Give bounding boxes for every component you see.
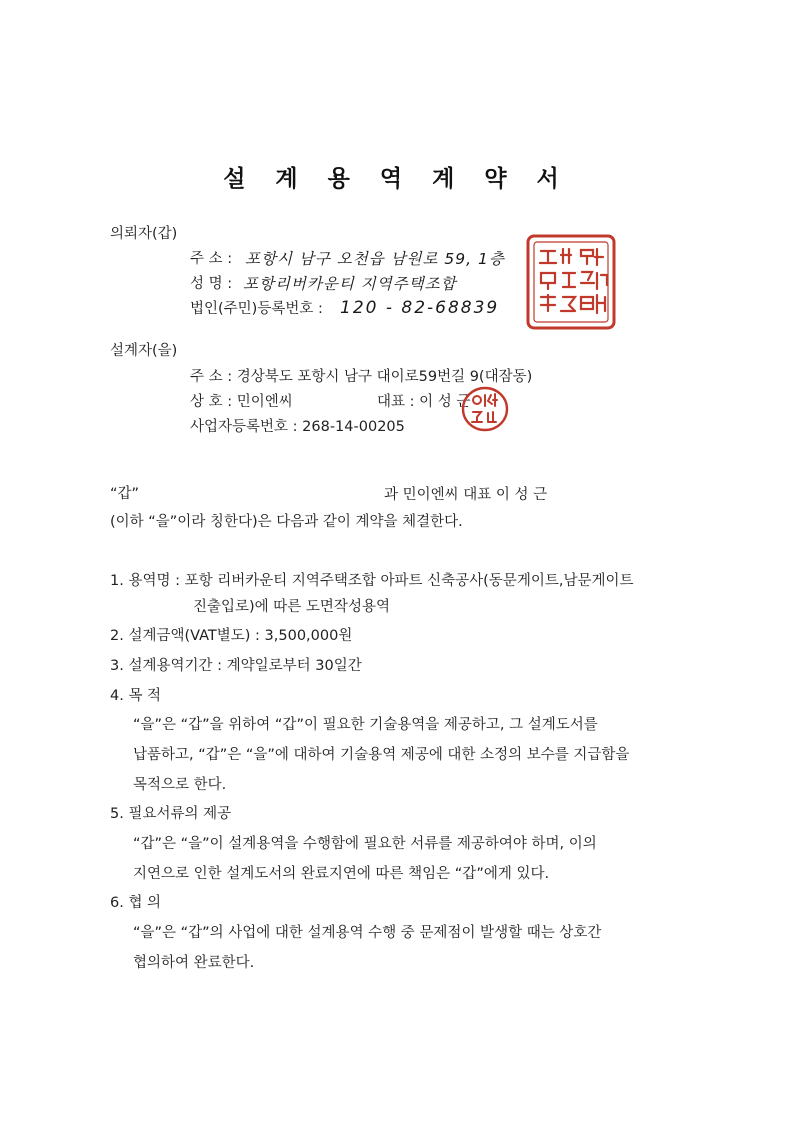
client-address-value: 포항시 남구 오천읍 남원로 59, 1층 (245, 250, 505, 268)
client-heading: 의뢰자(갑) (110, 226, 178, 242)
clause-4-line-1: “을”은 “갑”을 위하여 “갑”이 필요한 기술용역을 제공하고, 그 설계도서를 (133, 717, 598, 733)
designer-address: 주 소 : 경상북도 포항시 남구 대이로59번길 9(대잠동) (190, 369, 533, 385)
clause-6-line-2: 협의하여 완료한다. (133, 955, 255, 971)
designer-representative: 대표 : 이 성 근 (377, 394, 471, 410)
clause-4-title: 4. 목 적 (110, 688, 162, 704)
clause-5-line-2: 지연으로 인한 설계도서의 완료지연에 따른 책임은 “갑”에게 있다. (133, 866, 550, 882)
intro-party-a: “갑” (110, 486, 140, 502)
clause-6-line-1: “을”은 “갑”의 사업에 대한 설계용역 수행 중 문제점이 발생할 때는 상호간 (133, 925, 602, 941)
clause-5-title: 5. 필요서류의 제공 (110, 806, 232, 822)
designer-seal (455, 385, 519, 435)
client-name-value: 포항리버카운티 지역주택조합 (243, 275, 457, 293)
document-title: 설 계 용 역 계 약 서 (223, 166, 570, 192)
client-regno-label: 법인(주민)등록번호 : (190, 301, 323, 317)
clause-4-line-3: 목적으로 한다. (133, 777, 227, 793)
intro-party-b: 과 민이엔씨 대표 이 성 근 (384, 487, 548, 503)
designer-heading: 설계자(을) (110, 343, 178, 359)
client-seal (525, 233, 617, 331)
intro-second-line: (이하 “을”이라 칭한다)은 다음과 같이 계약을 체결한다. (110, 514, 463, 530)
clause-6-title: 6. 협 의 (110, 895, 162, 911)
designer-business-number: 사업자등록번호 : 268-14-00205 (190, 419, 405, 435)
clause-2: 2. 설계금액(VAT별도) : 3,500,000원 (110, 628, 353, 644)
client-regno-value: 120 - 82-68839 (340, 298, 500, 318)
client-address-label: 주 소 : (190, 251, 233, 267)
client-name-label: 성 명 : (190, 276, 233, 292)
clause-1-line-1: 1. 용역명 : 포항 리버카운티 지역주택조합 아파트 신축공사(동문게이트,남문게이트 (110, 573, 634, 589)
clause-5-line-1: “갑”은 “을”이 설계용역을 수행함에 필요한 서류를 제공하여야 하며, 이의 (133, 836, 597, 852)
clause-3: 3. 설계용역기간 : 계약일로부터 30일간 (110, 658, 362, 674)
clause-1-line-2: 진출입로)에 따른 도면작성용역 (193, 599, 390, 615)
clause-4-line-2: 납품하고, “갑”은 “을”에 대하여 기술용역 제공에 대한 소정의 보수를 지급함을 (133, 747, 630, 763)
designer-business-name: 상 호 : 민이엔씨 (190, 394, 293, 410)
